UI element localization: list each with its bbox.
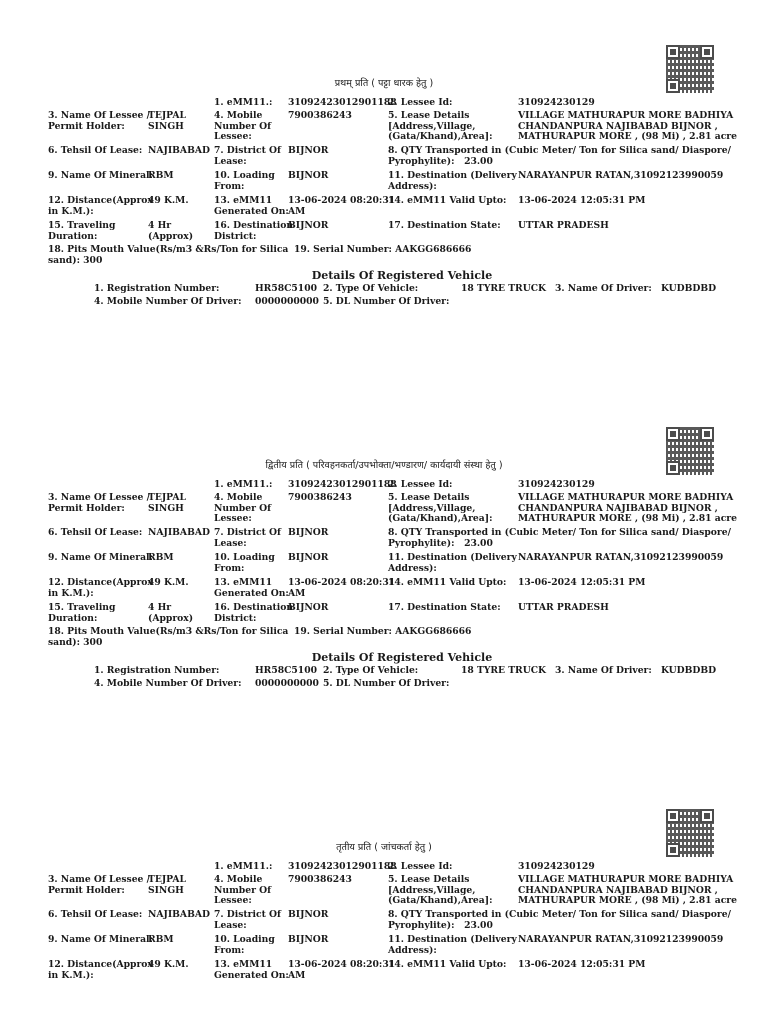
lease-details-value: VILLAGE MATHURAPUR MORE BADHIYA CHANDANPURA NAJIBABAD BIJNOR , MATHURAPUR MORE , (98 Mi) , 2.81 acre: [518, 874, 737, 906]
copy-heading: प्रथम् प्रति ( पट्टा धारक हेतु ): [334, 78, 434, 89]
district-label: 7. District Of Lease:: [214, 145, 281, 167]
distance-label: 12. Distance(Approx in K.M.):: [48, 195, 153, 217]
qty-value: 23.00: [464, 537, 493, 549]
driver-name-label: 3. Name Of Driver:: [555, 283, 652, 294]
lease-details-label: 5. Lease Details [Address,Village, (Gata/Khand),Area]:: [388, 110, 493, 142]
travel-label: 15. Traveling Duration:: [48, 220, 116, 242]
lessee-id-label: 2. Lessee Id:: [388, 479, 453, 490]
valid-label: 14. eMM11 Valid Upto:: [388, 577, 507, 588]
qty-value: 23.00: [464, 155, 493, 167]
qty-label: 8. QTY Transported in (Cubic Meter/ Ton for Silica sand/ Diaspore/ Pyrophylite): 23.00: [388, 145, 731, 167]
mineral-label: 9. Name Of Mineral:: [48, 170, 153, 181]
dest-state-value: UTTAR PRADESH: [518, 220, 609, 231]
vehicle-section-title: Details Of Registered Vehicle: [311, 269, 493, 282]
distance-label: 12. Distance(Approx in K.M.):: [48, 959, 153, 981]
travel-label: 15. Traveling Duration:: [48, 602, 116, 624]
mobile-label: 4. Mobile Number Of Lessee:: [214, 492, 272, 524]
mobile-value: 7900386243: [288, 492, 352, 503]
lessee-name-label: 3. Name Of Lessee / Permit Holder:: [48, 492, 150, 514]
lease-details-value: VILLAGE MATHURAPUR MORE BADHIYA CHANDANPURA NAJIBABAD BIJNOR , MATHURAPUR MORE , (98 Mi) , 2.81 acre: [518, 492, 737, 524]
lessee-id-value: 310924230129: [518, 861, 595, 872]
reg-no-label: 1. Registration Number:: [94, 665, 220, 676]
valid-label: 14. eMM11 Valid Upto:: [388, 959, 507, 970]
emm11-value: 31092423012901188: [288, 861, 397, 872]
dest-district-value: BIJNOR: [288, 220, 329, 231]
district-label: 7. District Of Lease:: [214, 527, 281, 549]
tehsil-label: 6. Tehsil Of Lease:: [48, 145, 143, 156]
loading-value: BIJNOR: [288, 934, 329, 945]
tehsil-value: NAJIBABAD: [148, 909, 210, 920]
destination-value: NARAYANPUR RATAN,31092123990059: [518, 170, 724, 181]
destination-label: 11. Destination (Delivery Address):: [388, 552, 517, 574]
lessee-name-value: TEJPAL SINGH: [148, 874, 187, 896]
tehsil-value: NAJIBABAD: [148, 145, 210, 156]
reg-no-label: 1. Registration Number:: [94, 283, 220, 294]
lessee-id-label: 2. Lessee Id:: [388, 97, 453, 108]
driver-name-value: KUDBDBD: [661, 665, 717, 676]
vehicle-type-value: 18 TYRE TRUCK: [461, 665, 546, 676]
mobile-value: 7900386243: [288, 874, 352, 885]
mineral-value: RBM: [148, 934, 174, 945]
driver-mobile-value: 0000000000: [255, 296, 319, 307]
valid-label: 14. eMM11 Valid Upto:: [388, 195, 507, 206]
qty-label: 8. QTY Transported in (Cubic Meter/ Ton for Silica sand/ Diaspore/ Pyrophylite): 23.00: [388, 909, 731, 931]
travel-value: 4 Hr (Approx): [148, 602, 194, 624]
dest-state-label: 17. Destination State:: [388, 220, 501, 231]
serial-label: 19. Serial Number:: [294, 244, 392, 255]
mobile-label: 4. Mobile Number Of Lessee:: [214, 110, 272, 142]
reg-no-value: HR58C5100: [255, 665, 317, 676]
loading-label: 10. Loading From:: [214, 552, 275, 574]
lessee-name-label: 3. Name Of Lessee / Permit Holder:: [48, 110, 150, 132]
mobile-value: 7900386243: [288, 110, 352, 121]
emm11-label: 1. eMM11.:: [214, 97, 273, 108]
distance-value: 49 K.M.: [148, 959, 189, 970]
qty-label: 8. QTY Transported in (Cubic Meter/ Ton for Silica sand/ Diaspore/ Pyrophylite): 23.00: [388, 527, 731, 549]
district-value: BIJNOR: [288, 527, 329, 538]
serial-value: AAKGG686666: [395, 626, 472, 637]
serial-label: 19. Serial Number:: [294, 626, 392, 637]
lessee-id-value: 310924230129: [518, 97, 595, 108]
lease-details-label: 5. Lease Details [Address,Village, (Gata/Khand),Area]:: [388, 874, 493, 906]
generated-label: 13. eMM11 Generated On:: [214, 959, 289, 981]
valid-value: 13-06-2024 12:05:31 PM: [518, 195, 646, 206]
generated-value: 13-06-2024 08:20:31 AM: [288, 195, 396, 217]
distance-label: 12. Distance(Approx in K.M.):: [48, 577, 153, 599]
destination-value: NARAYANPUR RATAN,31092123990059: [518, 552, 724, 563]
dest-state-value: UTTAR PRADESH: [518, 602, 609, 613]
lessee-name-value: TEJPAL SINGH: [148, 110, 187, 132]
loading-value: BIJNOR: [288, 170, 329, 181]
destination-label: 11. Destination (Delivery Address):: [388, 934, 517, 956]
emm11-value: 31092423012901188: [288, 479, 397, 490]
mineral-value: RBM: [148, 552, 174, 563]
generated-value: 13-06-2024 08:20:31 AM: [288, 959, 396, 981]
mineral-label: 9. Name Of Mineral:: [48, 934, 153, 945]
loading-label: 10. Loading From:: [214, 170, 275, 192]
lease-details-value: VILLAGE MATHURAPUR MORE BADHIYA CHANDANPURA NAJIBABAD BIJNOR , MATHURAPUR MORE , (98 Mi) , 2.81 acre: [518, 110, 737, 142]
destination-label: 11. Destination (Delivery Address):: [388, 170, 517, 192]
emm11-label: 1. eMM11.:: [214, 479, 273, 490]
driver-name-value: KUDBDBD: [661, 283, 717, 294]
dest-state-label: 17. Destination State:: [388, 602, 501, 613]
vehicle-type-label: 2. Type Of Vehicle:: [323, 283, 419, 294]
serial-value: AAKGG686666: [395, 244, 472, 255]
driver-mobile-label: 4. Mobile Number Of Driver:: [94, 678, 242, 689]
vehicle-type-label: 2. Type Of Vehicle:: [323, 665, 419, 676]
generated-label: 13. eMM11 Generated On:: [214, 577, 289, 599]
vehicle-type-value: 18 TYRE TRUCK: [461, 283, 546, 294]
distance-value: 49 K.M.: [148, 577, 189, 588]
district-value: BIJNOR: [288, 909, 329, 920]
qty-value: 23.00: [464, 919, 493, 931]
district-label: 7. District Of Lease:: [214, 909, 281, 931]
dest-district-label: 16. Destination District:: [214, 220, 294, 242]
district-value: BIJNOR: [288, 145, 329, 156]
serial-row: [294, 245, 471, 256]
driver-mobile-value: 0000000000: [255, 678, 319, 689]
dest-district-value: BIJNOR: [288, 602, 329, 613]
pits-label: 18. Pits Mouth Value(Rs/m3 &Rs/Ton for Silica sand): 300: [48, 244, 289, 266]
travel-value: 4 Hr (Approx): [148, 220, 194, 242]
serial-row: [294, 627, 471, 638]
emm11-value: 31092423012901188: [288, 97, 397, 108]
lessee-name-value: TEJPAL SINGH: [148, 492, 187, 514]
mineral-label: 9. Name Of Mineral:: [48, 552, 153, 563]
reg-no-value: HR58C5100: [255, 283, 317, 294]
dl-no-label: 5. DL Number Of Driver:: [323, 678, 450, 689]
tehsil-label: 6. Tehsil Of Lease:: [48, 909, 143, 920]
driver-mobile-label: 4. Mobile Number Of Driver:: [94, 296, 242, 307]
lessee-id-label: 2. Lessee Id:: [388, 861, 453, 872]
pits-label: 18. Pits Mouth Value(Rs/m3 &Rs/Ton for Silica sand): 300: [48, 626, 289, 648]
copy-heading: तृतीय प्रति ( जांचकर्ता हेतु ): [336, 842, 432, 853]
driver-name-label: 3. Name Of Driver:: [555, 665, 652, 676]
generated-value: 13-06-2024 08:20:31 AM: [288, 577, 396, 599]
copy-heading: द्वितीय प्रति ( परिवहनकर्ता/उपभोक्ता/भण्डारण/ कार्यदायी संस्था हेतु ): [265, 460, 503, 471]
vehicle-section-title: Details Of Registered Vehicle: [311, 651, 493, 664]
tehsil-label: 6. Tehsil Of Lease:: [48, 527, 143, 538]
lessee-name-label: 3. Name Of Lessee / Permit Holder:: [48, 874, 150, 896]
mobile-label: 4. Mobile Number Of Lessee:: [214, 874, 272, 906]
loading-value: BIJNOR: [288, 552, 329, 563]
distance-value: 49 K.M.: [148, 195, 189, 206]
valid-value: 13-06-2024 12:05:31 PM: [518, 577, 646, 588]
lessee-id-value: 310924230129: [518, 479, 595, 490]
dl-no-label: 5. DL Number Of Driver:: [323, 296, 450, 307]
lease-details-label: 5. Lease Details [Address,Village, (Gata/Khand),Area]:: [388, 492, 493, 524]
mineral-value: RBM: [148, 170, 174, 181]
destination-value: NARAYANPUR RATAN,31092123990059: [518, 934, 724, 945]
emm11-label: 1. eMM11.:: [214, 861, 273, 872]
loading-label: 10. Loading From:: [214, 934, 275, 956]
tehsil-value: NAJIBABAD: [148, 527, 210, 538]
generated-label: 13. eMM11 Generated On:: [214, 195, 289, 217]
valid-value: 13-06-2024 12:05:31 PM: [518, 959, 646, 970]
dest-district-label: 16. Destination District:: [214, 602, 294, 624]
